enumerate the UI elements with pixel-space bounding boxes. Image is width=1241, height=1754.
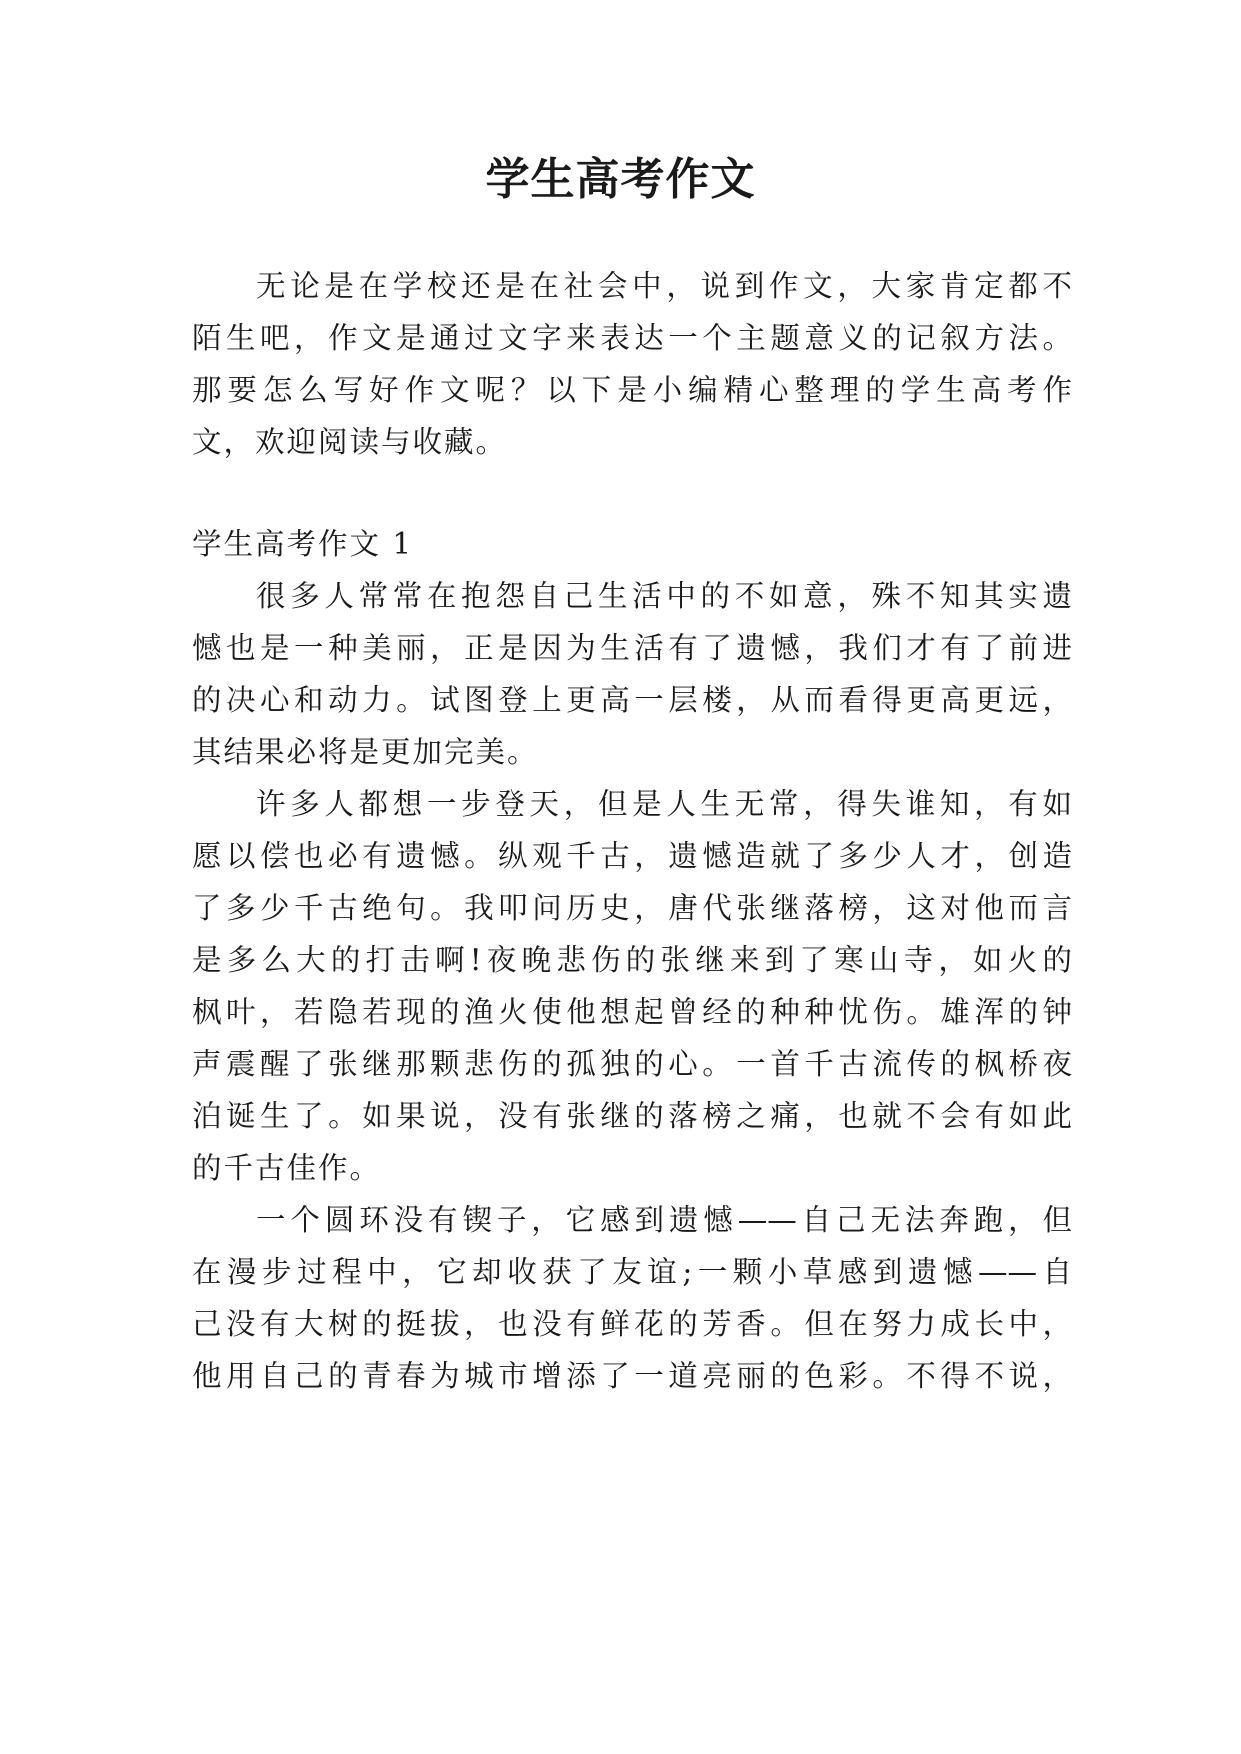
intro-line: 文，欢迎阅读与收藏。 <box>192 425 508 459</box>
paragraph-line: 泊诞生了。如果说，没有张继的落榜之痛，也就不会有如此 <box>192 1099 1072 1133</box>
intro-line: 陌生吧，作文是通过文字来表达一个主题意义的记叙方法。 <box>192 321 1072 355</box>
document-title: 学生高考作文 <box>485 154 756 205</box>
paragraph-line: 是多么大的打击啊!夜晚悲伤的张继来到了寒山寺，如火的 <box>192 943 1072 977</box>
section-heading: 学生高考作文 1 <box>192 527 414 561</box>
paragraph-line: 了多少千古绝句。我叩问历史，唐代张继落榜，这对他而言 <box>192 891 1072 925</box>
paragraph-line: 的决心和动力。试图登上更高一层楼，从而看得更高更远， <box>192 683 1072 717</box>
paragraph-line: 声震醒了张继那颗悲伤的孤独的心。一首千古流传的枫桥夜 <box>192 1047 1072 1081</box>
paragraph-line: 憾也是一种美丽，正是因为生活有了遗憾，我们才有了前进 <box>192 631 1072 665</box>
intro-line: 那要怎么写好作文呢？以下是小编精心整理的学生高考作 <box>192 373 1072 407</box>
paragraph-line: 的千古佳作。 <box>192 1151 382 1185</box>
paragraph-line: 愿以偿也必有遗憾。纵观千古，遗憾造就了多少人才，创造 <box>192 839 1072 873</box>
paragraph-line: 许多人都想一步登天，但是人生无常，得失谁知，有如 <box>256 787 1072 821</box>
paragraph-line: 在漫步过程中，它却收获了友谊;一颗小草感到遗憾——自 <box>192 1255 1072 1289</box>
paragraph-line: 其结果必将是更加完美。 <box>192 735 539 769</box>
paragraph-line: 己没有大树的挺拔，也没有鲜花的芳香。但在努力成长中， <box>192 1307 1072 1341</box>
paragraph-line: 很多人常常在抱怨自己生活中的不如意，殊不知其实遗 <box>256 579 1072 613</box>
paragraph-line: 他用自己的青春为城市增添了一道亮丽的色彩。不得不说， <box>192 1359 1072 1393</box>
paragraph-line: 一个圆环没有锲子，它感到遗憾——自己无法奔跑，但 <box>256 1203 1072 1237</box>
paragraph-line: 枫叶，若隐若现的渔火使他想起曾经的种种忧伤。雄浑的钟 <box>192 995 1072 1029</box>
intro-line: 无论是在学校还是在社会中，说到作文，大家肯定都不 <box>256 269 1072 303</box>
